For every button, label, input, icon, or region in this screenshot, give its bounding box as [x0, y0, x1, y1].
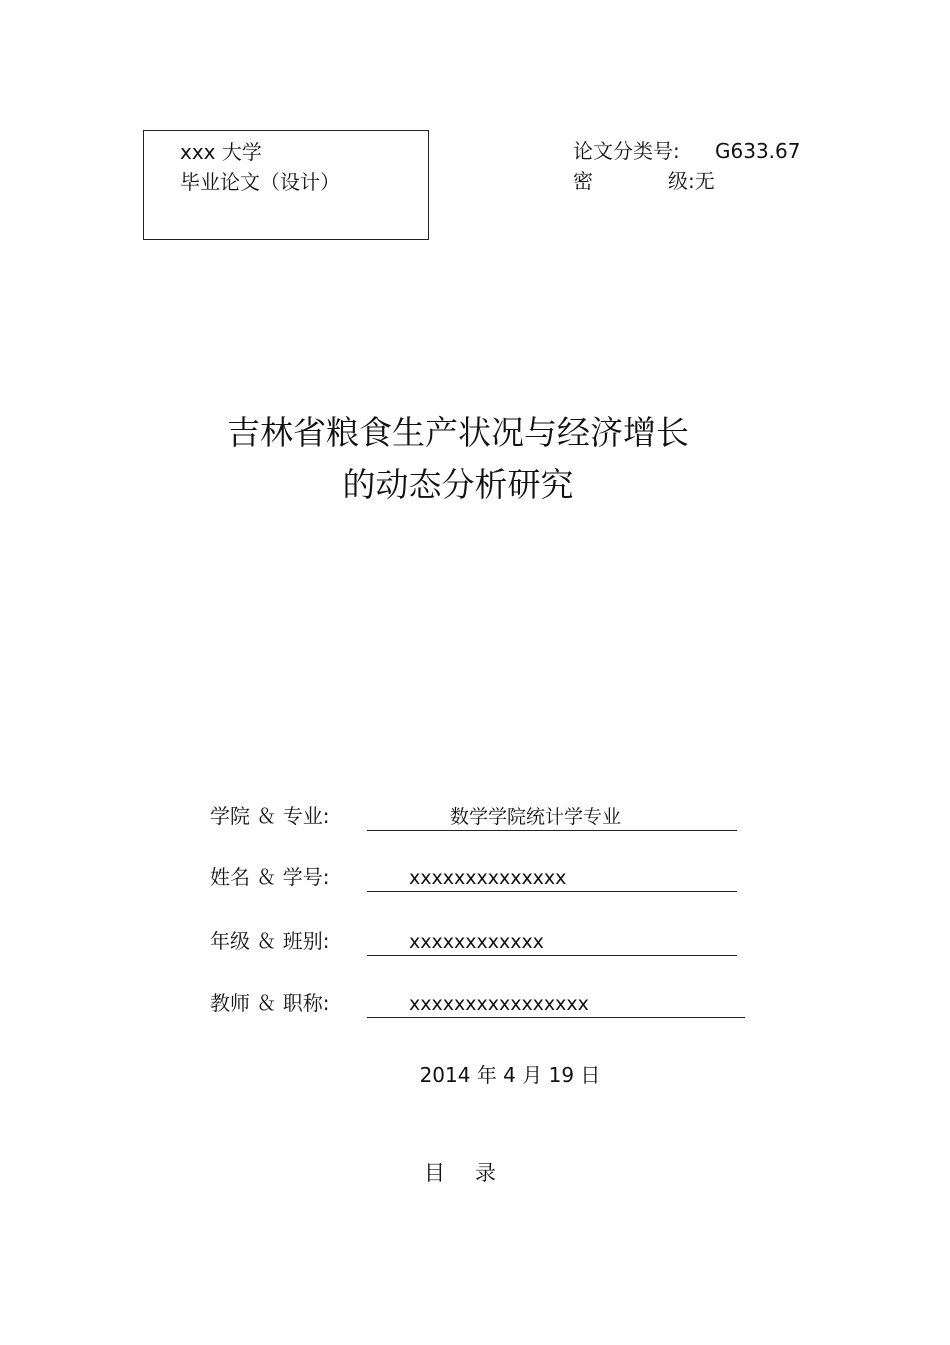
classification-label: 论文分类号: [573, 139, 680, 163]
secrecy-label-part2: 级: [668, 169, 695, 193]
info-underline [367, 928, 737, 956]
info-label: 姓名 ＆ 学号: [210, 865, 330, 889]
secrecy-row [573, 169, 715, 193]
info-value: xxxxxxxxxxxxxx [409, 867, 567, 889]
classification-value: G633.67 [715, 139, 801, 163]
info-label: 年级 ＆ 班别: [210, 929, 330, 953]
secrecy-label-part1: 密 [573, 169, 593, 193]
info-underline [367, 990, 745, 1018]
table-of-contents-heading: 目录 [424, 1161, 526, 1185]
info-value: xxxxxxxxxxxx [409, 931, 544, 953]
info-underline [367, 864, 737, 892]
info-label: 学院 ＆ 专业: [210, 804, 330, 828]
info-value: 数学学院统计学专业 [450, 806, 622, 828]
secrecy-value: 无 [694, 169, 715, 193]
thesis-title-line1: 吉林省粮食生产状况与经济增长 [227, 413, 689, 452]
info-value: xxxxxxxxxxxxxxxx [409, 993, 589, 1015]
university-box [143, 130, 429, 240]
document-type: 毕业论文（设计） [180, 170, 340, 194]
info-underline [367, 803, 737, 831]
submission-date: 2014 年 4 月 19 日 [419, 1063, 601, 1087]
info-label: 教师 ＆ 职称: [210, 991, 330, 1015]
thesis-title-line2: 的动态分析研究 [342, 465, 574, 504]
university-name: xxx 大学 [180, 140, 262, 164]
classification-row [573, 139, 800, 163]
